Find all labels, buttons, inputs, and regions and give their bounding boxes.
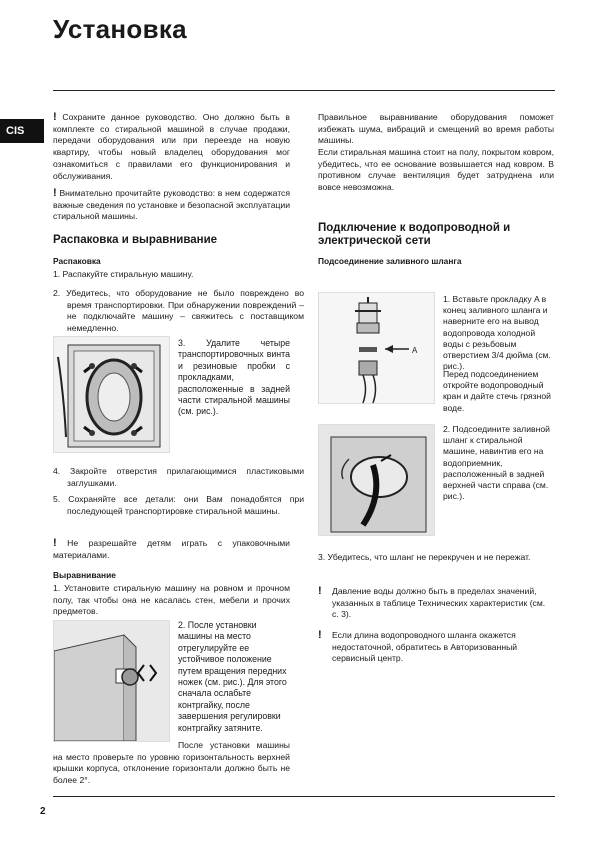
hose-step-1: 1. Вставьте прокладку A в конец заливного шланга и наверните его на вывод водопровода холодной воды с резьбовым отверстием 3/4 дюйма (см. рис.). [443,294,551,372]
level-step-1: 1. Установите стиральную машину на ровном и прочном полу, так чтобы она не касалась стен, мебели и прочих предметов. [53,583,290,617]
feet-adjust-figure [53,620,170,742]
intro-levelling: Правильное выравнивание оборудования поможет избежать шума, вибраций и смещений во время работы машины. [318,112,554,146]
bottom-rule [53,796,555,797]
top-rule [53,90,555,91]
warning-icon: ! [318,585,322,597]
note-children: ! Не разрешайте детям играть с упаковочными материалами. [53,537,290,560]
machine-back-illustration [319,425,434,535]
rear-panel-illustration [54,337,169,452]
tap-hose-illustration [319,293,434,403]
section-heading-connection: Подключение к водопроводной и электрической сети [318,222,511,247]
step-3: 3. Удалите четыре транспортировочных винта и резиновые пробки с прокладками, расположенные в задней части стиральной машины (см. рис.). [178,338,290,417]
hose-step-1b: Перед подсоединением откройте водопроводный кран и дайте стечь грязной воде. [443,369,551,413]
hose-step-2: 2. Подсоедините заливной шланг к стиральной машине, навинтив его на водоприемник, расположенный в задней верхней части справа (см. рис.). [443,424,550,502]
page-number: 2 [40,806,46,817]
warning-icon: ! [318,629,322,641]
note-read-manual: ! Внимательно прочитайте руководство: в нем содержатся важные сведения по установке и безопасной эксплуатации стиральной машины. [53,187,291,222]
warning-icon: ! [53,187,57,199]
step-2: 2. Убедитесь, что оборудование не было повреждено во время транспортировки. При обнаружении повреждений – не подключайте машину – свяжитесь с поставщиком немедленно. [53,288,304,334]
intro-carpet: Если стиральная машина стоит на полу, покрытом ковром, убедитесь, что ее основание возвышается над ковром. В противном случае вентиляция будет затруднена или вовсе невозможна. [318,147,554,193]
warning-icon: ! [53,111,57,123]
rear-screws-figure [53,336,170,453]
hose-step-3: 3. Убедитесь, что шланг не перекручен и не пережат. [318,552,531,562]
note-keep-manual: ! Сохраните данное руководство. Оно должно быть в комплекте со стиральной машиной в случае продажи, передачи оборудования или при переезде на новую квартиру, чтобы новый владелец оборудования мог ознакомиться с правилами его функционирования и обслуживания. [53,111,291,181]
section-heading-unpacking: Распаковка и выравнивание [53,234,218,246]
hose-machine-figure [318,424,435,536]
region-tab: CIS [0,119,44,143]
step-5: 5. Сохраняйте все детали: они Вам понадобятся при последующей транспортировке стиральной машины. [53,494,304,516]
subheading-unpacking: Распаковка [53,256,101,266]
level-step-2: 2. После установки машины на место отрегулируйте ее устойчивое положение путем вращения передних ножек (см. рис.). Для этого сначала ослабьте контргайку, после завершения регулировки контргайку затяните. [178,620,287,733]
step-1: 1. Распакуйте стиральную машину. [53,269,194,279]
step-4: 4. Закройте отверстия прилагающимися пластиковыми заглушками. [53,466,304,488]
note-water-pressure: ! Давление воды должно быть в пределах значений, указанных в таблице Технических характеристик (см. с. 3). [318,585,546,620]
page-title: Установка [53,14,187,44]
subheading-levelling: Выравнивание [53,570,116,580]
note-hose-length: ! Если длина водопроводного шланга окажется недостаточной, обратитесь в Авторизованный сервисный центр. [318,629,518,664]
subheading-inlet-hose: Подсоединение заливного шланга [318,256,462,266]
feet-illustration [54,621,169,741]
level-step-3: После установки машины на место проверьте по уровню горизонтальность верхней крышки корпуса, отклонение горизонтали должно быть не более 2°. [53,740,290,786]
warning-icon: ! [53,537,57,549]
hose-gasket-figure [318,292,435,404]
label-a: A [412,346,418,355]
